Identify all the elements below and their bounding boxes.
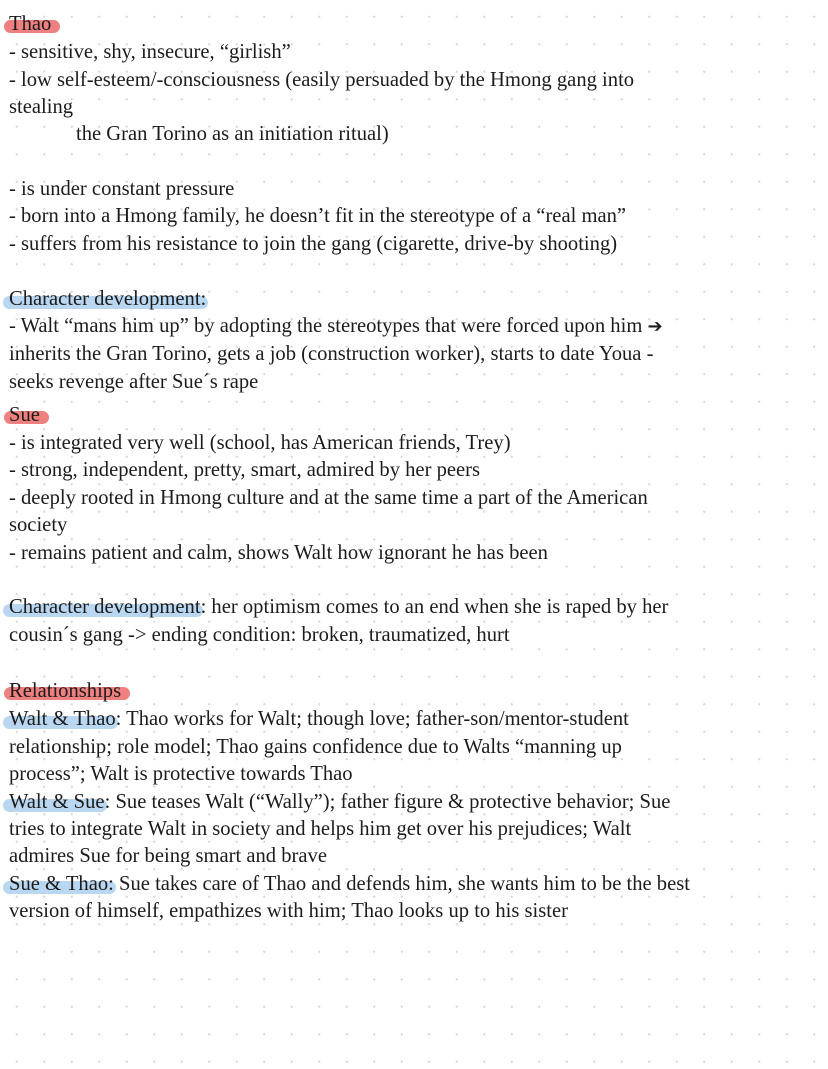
thao-line: - is under constant pressure [9,178,235,200]
walt-thao-line [9,706,629,733]
walt-thao-line: relationship; role model; Thao gains confidence due to Walts “manning up [9,736,622,758]
sue-thao-line: version of himself, empathizes with him; Thao looks up to his sister [9,900,569,922]
relationships-heading: Relationships [9,680,122,702]
sue-thao-text: Sue takes care of Thao and defends him, she wants him to be the best [113,873,690,895]
sue-thao-label: Sue & Thao: [9,873,114,895]
thao-heading-line [9,11,51,38]
thao-dev-heading: Character development: [9,288,207,310]
sue-line: - is integrated very well (school, has American friends, Trey) [9,432,511,454]
thao-line: - sensitive, shy, insecure, “girlish” [9,41,291,63]
thao-line: - suffers from his resistance to join the gang (cigarette, drive-by shooting) [9,233,618,255]
walt-sue-line: tries to integrate Walt in society and helps him get over his prejudices; Walt [9,818,632,840]
sue-line: - strong, independent, pretty, smart, admired by her peers [9,459,481,481]
thao-line: - born into a Hmong family, he doesn’t fit in the stereotype of a “real man” [9,205,627,227]
thao-line: stealing [9,96,74,118]
thao-dev-line [9,313,663,340]
sue-heading: Sue [9,404,40,426]
sue-line: society [9,514,68,536]
sue-line: - remains patient and calm, shows Walt how ignorant he has been [9,542,548,564]
walt-sue-line: admires Sue for being smart and brave [9,845,327,867]
thao-line: - low self-esteem/-consciousness (easily persuaded by the Hmong gang into [9,69,635,91]
walt-sue-text: : Sue teases Walt (“Wally”); father figure & protective behavior; Sue [104,791,671,813]
walt-thao-label: Walt & Thao [9,708,116,730]
thao-dev-line: inherits the Gran Torino, gets a job (construction worker), starts to date Youa - [9,343,654,365]
walt-thao-line: process”; Walt is protective towards Thao [9,763,353,785]
sue-dev-line [9,594,668,621]
sue-heading-line [9,402,40,429]
sue-thao-line [9,871,690,898]
walt-thao-text: : Thao works for Walt; though love; father-son/mentor-student [115,708,629,730]
sue-dev-heading: Character development [9,596,201,618]
sue-dev-line: cousin´s gang -> ending condition: broken, traumatized, hurt [9,624,510,646]
relationships-heading-line [9,678,121,705]
thao-line: the Gran Torino as an initiation ritual) [76,123,389,145]
thao-dev-line: seeks revenge after Sue´s rape [9,371,259,393]
thao-heading: Thao [9,13,52,35]
thao-dev-heading-line [9,286,206,313]
walt-sue-label: Walt & Sue [9,791,105,813]
thao-dev-text: - Walt “mans him up” by adopting the stereotypes that were forced upon him [9,315,643,337]
sue-dev-text: : her optimism comes to an end when she is raped by her [200,596,669,618]
walt-sue-line [9,789,670,816]
sue-line: - deeply rooted in Hmong culture and at the same time a part of the American [9,487,648,509]
right-arrow-icon: ➔ [647,316,663,337]
